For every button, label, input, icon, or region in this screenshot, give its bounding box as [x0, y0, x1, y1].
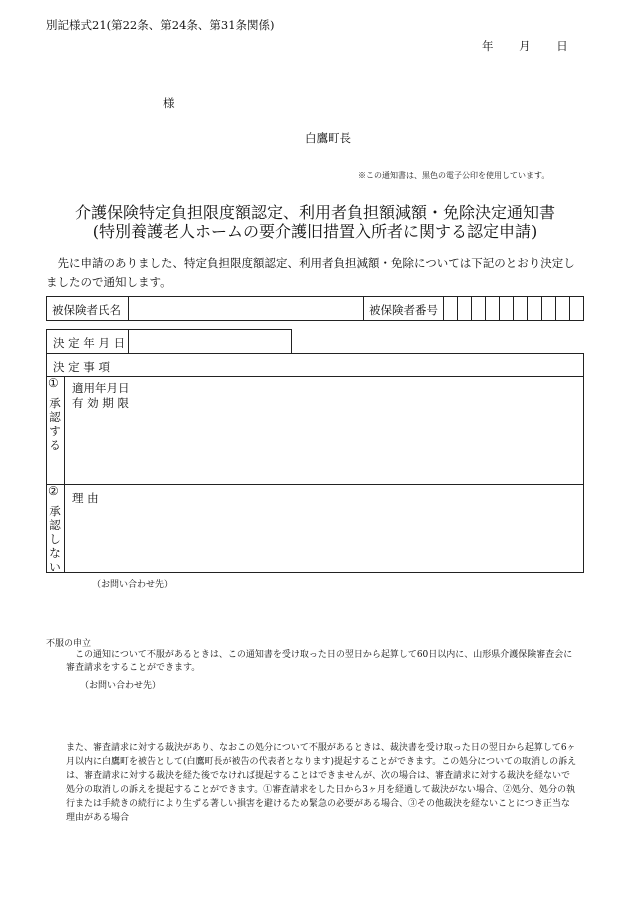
reject-number: ② — [48, 484, 59, 498]
objection-text: この通知について不服があるときは、この通知書を受け取った日の翌日から起算して60日以内に、山形県介護保険審査会に審査請求をすることができます。 — [66, 650, 573, 673]
decision-items-label: 決 定 事 項 — [53, 360, 110, 374]
seal-note: ※この通知書は、黒色の電子公印を使用しています。 — [358, 171, 550, 180]
lawsuit-text: また、審査請求に対する裁決があり、なおこの処分について不服があるときは、裁決書を受け取った日の翌日から起算して6ヶ月以内に白鷹町を被告として(白鷹町長が被告の代表者となります)提起することができます。この処分についての取消しの訴えは、審査請求に対する裁決を経た後でなければ提起することはできませんが、次の場合は、審査請求に対する裁決を経ないで処分の取消しの訴えを提起することができます。①審査請求をした日から3ヶ月を経過して裁決がない場合、②処分、処分の執行または手続きの続行により生ずる著しい損害を避けるため緊急の必要がある場合、③その他裁決を経ないことにつき正当な理由がある場合 — [66, 743, 577, 823]
approve-vertical-label: 承認する — [49, 396, 61, 452]
intro-text: 先に申請のありました、特定負担限度額認定、利用者負担減額・免除については下記のとおり決定しましたので通知します。 — [46, 256, 575, 289]
digit-cell — [541, 296, 542, 321]
digit-cell — [555, 296, 556, 321]
digit-cell — [457, 296, 458, 321]
validity-period-label: 有 効 期 限 — [72, 396, 129, 410]
objection-heading: 不服の申立 — [46, 639, 92, 649]
digit-cell — [569, 296, 570, 321]
decision-date-field[interactable] — [129, 330, 291, 353]
insured-number-label: 被保険者番号 — [369, 303, 438, 317]
insured-name-field[interactable] — [129, 297, 362, 320]
approve-number: ① — [48, 376, 59, 390]
insured-name-label: 被保険者氏名 — [52, 303, 121, 317]
page-subtitle: (特別養護老人ホームの要介護旧措置入所者に関する認定申請) — [92, 222, 538, 241]
digit-cell — [485, 296, 486, 321]
contact-label: （お問い合わせ先） — [92, 580, 174, 590]
objection-contact-label: （お問い合わせ先） — [80, 681, 162, 691]
issuer-name: 白鷹町長 — [305, 131, 351, 145]
addressee-suffix: 様 — [163, 96, 175, 110]
digit-cell — [513, 296, 514, 321]
page-title: 介護保険特定負担限度額認定、利用者負担額減額・免除決定通知書 — [74, 203, 555, 222]
digit-cell — [499, 296, 500, 321]
reason-label: 理 由 — [72, 491, 99, 505]
digit-cell — [527, 296, 528, 321]
date-field: 年 月 日 — [482, 39, 568, 53]
apply-date-label: 適用年月日 — [72, 381, 130, 395]
decision-date-label: 決 定 年 月 日 — [53, 336, 126, 350]
reject-vertical-label: 承認しない — [49, 504, 61, 574]
form-id: 別記様式21(第22条、第24条、第31条関係) — [46, 18, 275, 32]
digit-cell — [471, 296, 472, 321]
